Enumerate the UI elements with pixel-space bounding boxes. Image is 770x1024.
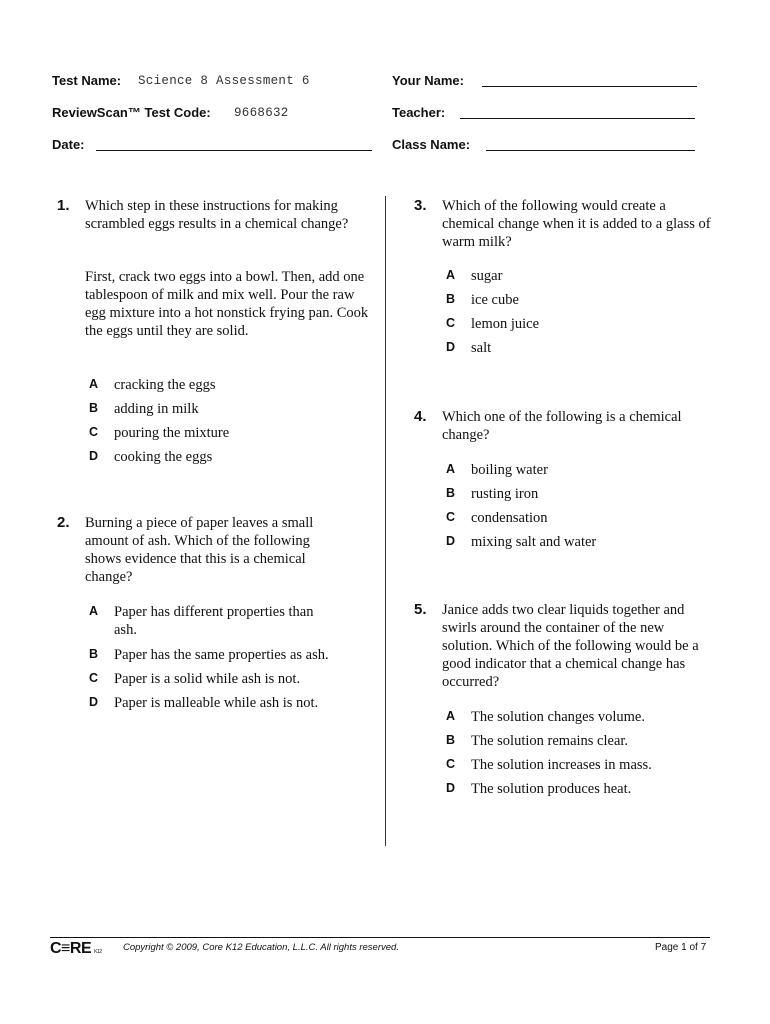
option-letter: B	[446, 292, 456, 306]
option-text: Paper is a solid while ash is not.	[114, 671, 301, 687]
option-letter: D	[446, 340, 456, 354]
class-name-field[interactable]	[486, 150, 695, 151]
option-text: Paper is malleable while ash is not.	[114, 695, 319, 711]
option-letter: A	[446, 709, 456, 723]
logo-text: C≡RE	[50, 940, 92, 957]
option-letter: C	[89, 425, 99, 439]
option-letter: D	[446, 534, 456, 548]
option-text: The solution changes volume.	[471, 709, 645, 725]
option-text: cracking the eggs	[114, 377, 216, 393]
review-code-value: 9668632	[234, 106, 289, 120]
option-text: ice cube	[471, 292, 519, 308]
option-text: The solution remains clear.	[471, 733, 629, 749]
question-text: Burning a piece of paper leaves a small amount of ash. Which of the following shows evidence that this is a chemical change?	[85, 515, 314, 585]
option-letter: C	[446, 316, 456, 330]
option-text: sugar	[471, 268, 503, 284]
option-text: cooking the eggs	[114, 449, 213, 465]
question-text: Which one of the following is a chemical change?	[442, 409, 682, 443]
option-text: The solution produces heat.	[471, 781, 632, 797]
option-text: lemon juice	[471, 316, 540, 332]
option-letter: A	[89, 377, 99, 391]
option-text: condensation	[471, 510, 548, 526]
review-code-label: ReviewScan™ Test Code:	[52, 105, 211, 120]
option-letter: A	[89, 604, 99, 618]
your-name-field[interactable]	[482, 86, 697, 87]
option-text: salt	[471, 340, 492, 356]
question-number: 1.	[57, 197, 70, 214]
option-text: rusting iron	[471, 486, 539, 502]
teacher-field[interactable]	[460, 118, 695, 119]
option-letter: D	[89, 449, 99, 463]
test-name-value: Science 8 Assessment 6	[138, 74, 310, 88]
option-text: adding in milk	[114, 401, 199, 417]
option-letter: B	[446, 733, 456, 747]
question-passage: First, crack two eggs into a bowl. Then, add one tablespoon of milk and mix well. Pour the raw egg mixture into a hot nonstick frying pan. Cook the eggs until they are solid.	[85, 269, 369, 339]
option-text: Paper has different properties than ash.	[114, 604, 314, 638]
core-k12-logo	[50, 940, 102, 958]
page-number: Page 1 of 7	[655, 942, 707, 953]
option-letter: A	[446, 268, 456, 282]
logo-small-text: K12	[94, 949, 102, 955]
option-letter: D	[446, 781, 456, 795]
question-number: 3.	[414, 197, 427, 214]
option-letter: A	[446, 462, 456, 476]
teacher-label: Teacher:	[392, 105, 446, 120]
question-number: 2.	[57, 514, 70, 531]
option-letter: B	[89, 647, 99, 661]
question-text: Janice adds two clear liquids together and swirls around the container of the new solution. Which of the following would be a good indicator that a chemical change has occurred?	[442, 602, 699, 690]
option-text: mixing salt and water	[471, 534, 597, 550]
question-number: 5.	[414, 601, 427, 618]
footer-rule	[50, 937, 710, 938]
question-text: Which of the following would create a chemical change when it is added to a glass of warm milk?	[442, 198, 711, 250]
option-text: pouring the mixture	[114, 425, 230, 441]
test-name-label: Test Name:	[52, 73, 122, 88]
copyright-text: Copyright © 2009, Core K12 Education, L.L.C. All rights reserved.	[123, 942, 399, 953]
option-text: Paper has the same properties as ash.	[114, 647, 329, 663]
option-letter: D	[89, 695, 99, 709]
your-name-label: Your Name:	[392, 73, 464, 88]
column-divider	[385, 196, 386, 846]
option-letter: B	[446, 486, 456, 500]
question-text: Which step in these instructions for making scrambled eggs results in a chemical change?	[85, 198, 349, 232]
class-name-label: Class Name:	[392, 137, 471, 152]
option-letter: C	[89, 671, 99, 685]
option-letter: C	[446, 757, 456, 771]
date-field[interactable]	[96, 150, 372, 151]
option-letter: B	[89, 401, 99, 415]
date-label: Date:	[52, 137, 85, 152]
question-number: 4.	[414, 408, 427, 425]
option-letter: C	[446, 510, 456, 524]
option-text: boiling water	[471, 462, 548, 478]
option-text: The solution increases in mass.	[471, 757, 652, 773]
